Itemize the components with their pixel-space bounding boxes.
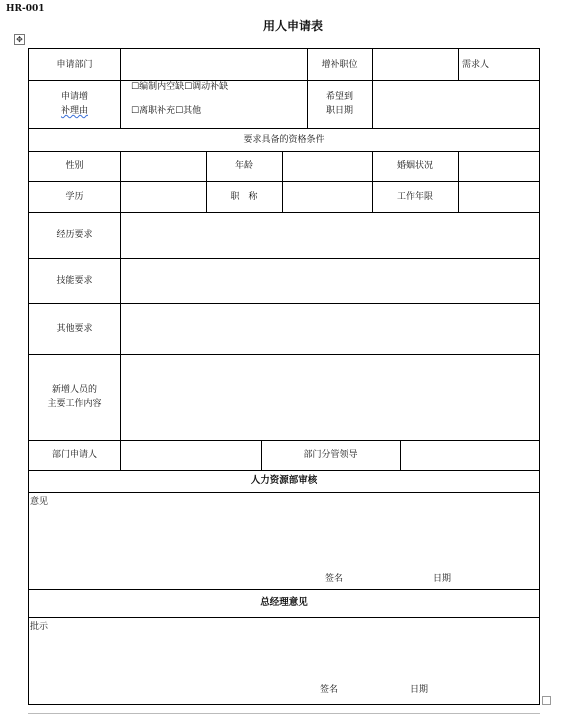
reason-options[interactable]: [131, 80, 307, 128]
add-position-label: 增补职位: [321, 59, 358, 70]
table-resize-handle-icon[interactable]: [542, 696, 551, 705]
add-position-field[interactable]: [372, 49, 458, 80]
duties-label: [29, 354, 120, 440]
education-field[interactable]: [120, 181, 206, 212]
work-years-field[interactable]: [458, 181, 539, 212]
hr-signature-label: 签名: [324, 574, 343, 584]
age-label: 年龄: [234, 161, 253, 171]
qualification-header: 要求具备的资格条件: [243, 134, 325, 145]
gm-opinion-header: 总经理意见: [260, 597, 308, 608]
hr-review-header: 人力资源部审核: [250, 475, 318, 486]
gm-instruction-label: 批示: [30, 622, 49, 632]
table-move-handle-icon[interactable]: ✥: [14, 34, 25, 45]
reason-label-line1: 申请增: [60, 92, 88, 102]
expected-date-label-line1: 希望到: [325, 92, 353, 102]
reason-label-line2: 补理由: [60, 106, 88, 116]
hr-date-label: 日期: [432, 574, 451, 584]
page-bottom-rule: [28, 713, 540, 714]
dept-leader-field[interactable]: [400, 440, 539, 470]
reason-options-line2[interactable]: ☐离职补充☐其他: [131, 106, 202, 116]
expected-date-label-line2: 职日期: [325, 106, 353, 116]
marital-status-field[interactable]: [458, 151, 539, 181]
gender-field[interactable]: [120, 151, 206, 181]
gm-instruction-field[interactable]: [30, 635, 538, 681]
reason-label: [29, 80, 120, 128]
apply-dept-field[interactable]: [120, 49, 307, 80]
application-form-table: [28, 48, 540, 705]
gm-date-label: 日期: [409, 685, 428, 695]
gm-signature-label: 签名: [319, 685, 338, 695]
age-field[interactable]: [282, 151, 372, 181]
duties-field[interactable]: [120, 354, 539, 440]
hr-opinion-field[interactable]: [30, 509, 538, 569]
dept-leader-label: 部门分管领导: [303, 450, 358, 460]
requester-label: 需求人: [462, 59, 490, 70]
marital-status-label: 婚姻状况: [396, 161, 433, 171]
skills-field[interactable]: [120, 258, 539, 303]
professional-title-field[interactable]: [282, 181, 372, 212]
skills-label: 技能要求: [56, 275, 93, 286]
dept-applicant-field[interactable]: [120, 440, 261, 470]
education-label: 学历: [65, 191, 84, 202]
gender-label: 性别: [65, 161, 84, 171]
other-requirements-field[interactable]: [120, 303, 539, 354]
dept-applicant-label: 部门申请人: [51, 450, 97, 460]
form-title: 用人申请表: [262, 19, 323, 33]
expected-date-field[interactable]: [372, 80, 539, 128]
apply-dept-label: 申请部门: [56, 59, 93, 70]
expected-date-label: [307, 80, 372, 128]
other-requirements-label: 其他要求: [56, 323, 93, 334]
duties-label-line2: 主要工作内容: [47, 399, 102, 409]
experience-field[interactable]: [120, 212, 539, 258]
work-years-label: 工作年限: [396, 191, 433, 202]
duties-label-line1: 新增人员的: [51, 385, 97, 395]
professional-title-label: 职 称: [230, 191, 258, 202]
document-number: HR-001: [6, 4, 45, 14]
hr-opinion-label: 意见: [30, 497, 49, 507]
reason-options-line1[interactable]: ☐编制内空缺☐调动补缺: [131, 82, 229, 92]
experience-label: 经历要求: [56, 230, 93, 240]
